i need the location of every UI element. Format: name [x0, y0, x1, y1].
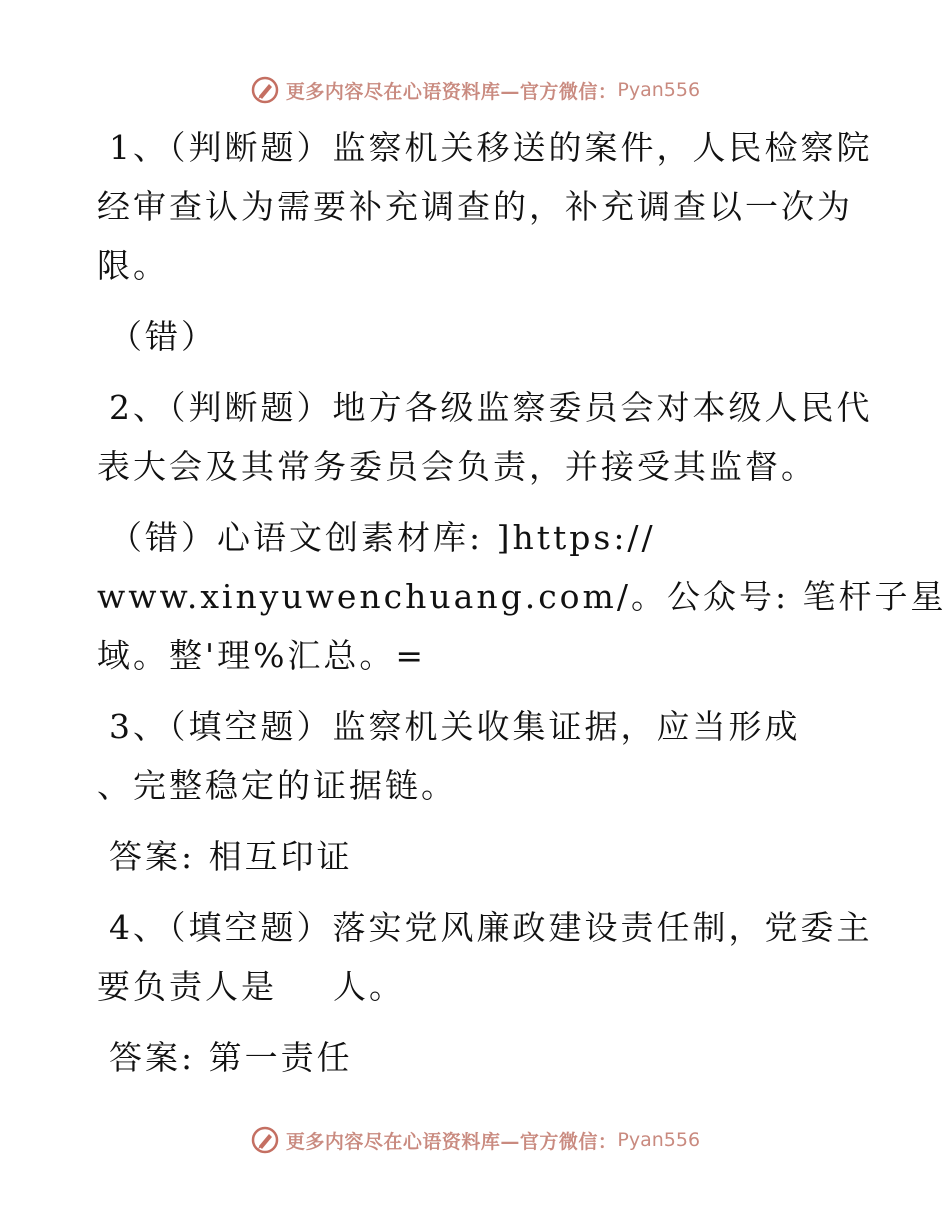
question-line: [97, 957, 857, 1016]
answer-4: 答案: 第一责任: [109, 1038, 353, 1077]
question-line: 经审查认为需要补充调查的，补充调查以一次为: [97, 187, 853, 226]
answer-line: 域。整'理%汇总。=: [97, 636, 427, 675]
question-text: 要负责人是: [97, 967, 277, 1006]
question-line: 表大会及其常务委员会负责，并接受其监督。: [97, 447, 817, 486]
answer-3: 答案: 相互印证: [109, 837, 353, 876]
question-text: 人。: [333, 967, 405, 1006]
banner-wechat-id: Pyan556: [617, 1129, 701, 1151]
banner-text: 更多内容尽在心语资料库—官方微信：: [285, 1130, 618, 1153]
answer-2: [97, 508, 947, 685]
question-line: 1、（判断题）监察机关移送的案件，人民检察院: [109, 128, 873, 167]
question-2: [97, 378, 873, 496]
header-watermark-banner: [0, 70, 950, 110]
banner-wechat-id: Pyan556: [617, 79, 701, 101]
question-line: 3、（填空题）监察机关收集证据，应当形成: [109, 707, 801, 746]
footer-watermark-banner: [0, 1120, 950, 1160]
banner-text: 更多内容尽在心语资料库—官方微信：: [285, 80, 618, 103]
document-body: [97, 118, 947, 1087]
pen-nib-logo-icon: [250, 75, 280, 105]
pen-nib-logo-icon: [250, 1125, 280, 1155]
question-line: 4、（填空题）落实党风廉政建设责任制，党委主: [109, 908, 873, 947]
question-line: 限。: [97, 246, 169, 285]
answer-line: www.xinyuwenchuang.com/。公众号: 笔杆子星: [97, 577, 947, 616]
answer-1: （错）: [109, 317, 217, 356]
question-3: [97, 697, 857, 815]
question-line: 2、（判断题）地方各级监察委员会对本级人民代: [109, 388, 873, 427]
question-1: [97, 118, 873, 295]
question-line: 、完整稳定的证据链。: [97, 766, 457, 805]
question-4: [97, 898, 873, 1016]
answer-line: （错）心语文创素材库: ]https://: [109, 518, 656, 557]
